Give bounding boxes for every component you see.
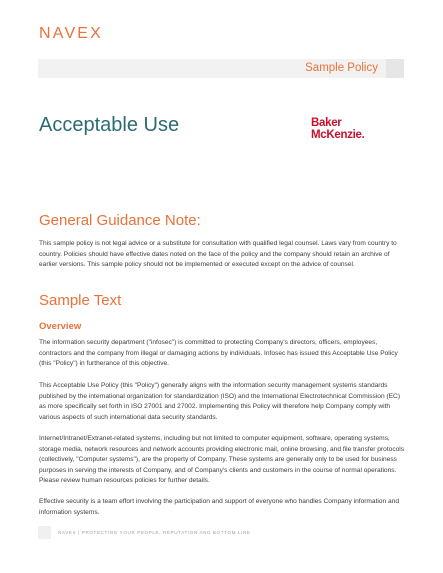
document-title: Acceptable Use (39, 114, 180, 136)
baker-mckenzie-logo: Baker McKenzie. (311, 117, 365, 141)
paragraph-2: This Acceptable Use Policy (this "Policy") generally aligns with the information security management systems standards published by the international organization for standardization (ISO) and the International Electrotechnical Commission (EC) as more specifically set forth in ISO 27001 and 27002. Implementing this Policy will therefore help Company comply with various aspects of such international data security standards. (39, 382, 401, 421)
paragraph-4: Effective security is a team effort involving the participation and support of everyone who handles Company information and information systems. (39, 498, 400, 516)
paragraph-3: Internet/Intranet/Extranet-related systems, including but not limited to computer equipment, software, operating systems, storage media, network resources and network accounts providing electronic mail, online browsing, and file transfer protocols (collectively, "Computer systems"), are the property of Company. These systems are generally only to be used for business purposes in serving the interests of Company, and of Company's clients and customers in the course of normal operations. Please review human resources policies for further details. (39, 435, 405, 485)
paragraph-1: The information security department ("infosec") is committed to protecting Company's directors, officers, employees, contractors and the company from illegal or damaging actions by individuals. Infosec has issued this Acceptable Use Policy (this "Policy") in furtherance of this objective. (39, 339, 398, 368)
guidance-text: This sample policy is not legal advice or a substitute for consultation with qualified legal counsel. Laws vary from country to country. Policies should have effective dates noted on the face of the policy and the company should retain an archive of earlier versions. This sample policy should not be implemented or executed except on the advice of counsel. (39, 240, 397, 269)
sample-policy-label: Sample Policy (305, 62, 378, 74)
navex-logo: NAVEX (39, 25, 104, 42)
guidance-heading: General Guidance Note: (39, 212, 201, 229)
sample-policy-band (38, 59, 404, 78)
footer-tagline: NAVEX | PROTECTING YOUR PEOPLE, REPUTATION AND BOTTOM LINE (58, 530, 251, 535)
band-accent (386, 59, 404, 78)
footer-page-marker (38, 526, 51, 539)
overview-heading: Overview (39, 321, 82, 332)
sample-text-heading: Sample Text (39, 292, 122, 309)
